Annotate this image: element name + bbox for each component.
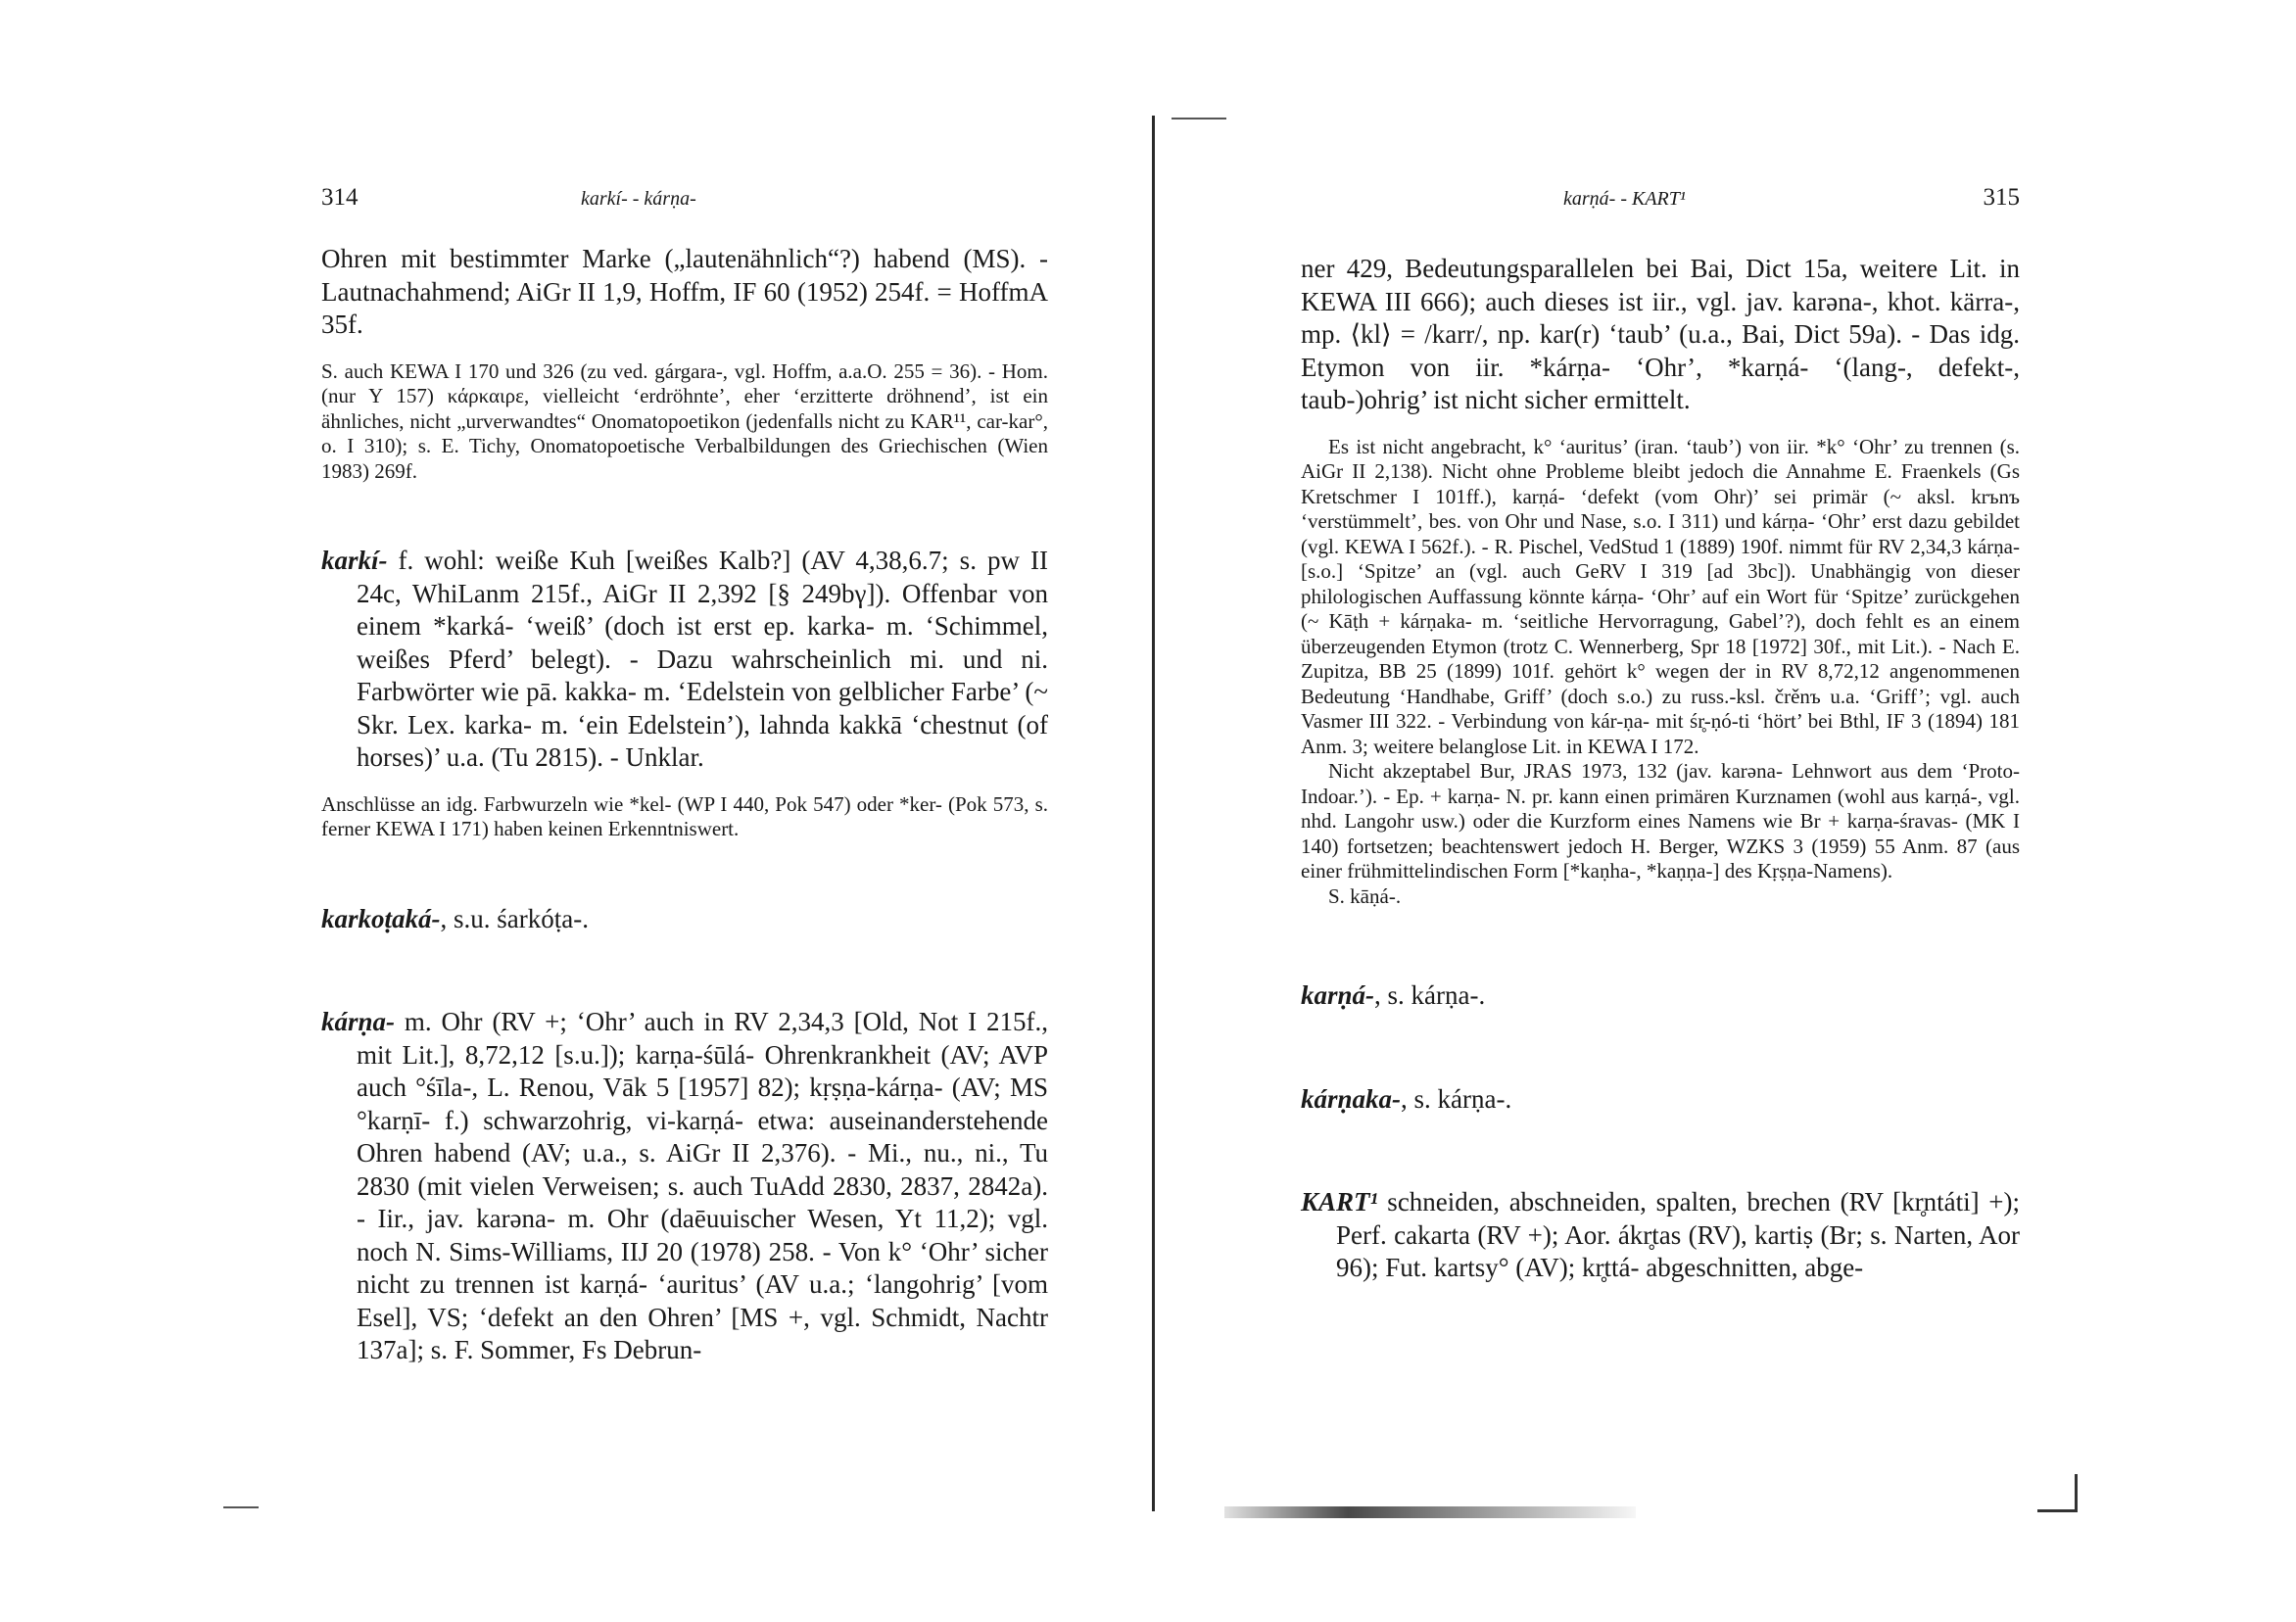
small-print-note: S. auch KEWA I 170 und 326 (zu ved. gárgara-, vgl. Hoffm, a.a.O. 255 = 36). - Hom. (nur Y 157) κάρκαιρε, vielleicht ‘erdröhnte’, eher ‘erzitterte dröhnend’, ist ein ähnliches, nicht „urverwandtes“ Onomatopoetikon (jedenfalls nicht zu KAR¹¹, car-kar°, o. I 310); s. E. Tichy, Onomatopoetische Verbalbildungen des Griechischen (Wien 1983) 269f. bbox=[321, 358, 1048, 483]
entry-body: schneiden, abschneiden, spalten, brechen (RV [kr̥ntáti] +); Perf. cakarta (RV +); Aor. ákr̥tas (RV), kartiṣ (Br; s. Narten, Aor 96); Fut. kartsy° (AV); kr̥ttá- abgeschnitten, abge- bbox=[1336, 1187, 2020, 1282]
cross-reference: S. kāṇá-. bbox=[1328, 883, 1402, 908]
headword: karkoṭaká- bbox=[321, 903, 441, 933]
headword: KART¹ bbox=[1301, 1187, 1378, 1216]
paragraph: Ohren mit bestimmter Marke („lautenähnlich“?) habend (MS). - Lautnachahmend; AiGr II 1,9, Hoffm, IF 60 (1952) 254f. = HoffmA 35f. bbox=[321, 244, 1048, 339]
entry-kart bbox=[1301, 1186, 2020, 1285]
entry-body: f. wohl: weiße Kuh [weißes Kalb?] (AV 4,38,6.7; s. pw II 24c, WhiLanm 215f., AiGr II 2,392 [§ 249bγ]). Offenbar von einem *karká- ‘weiß’ (doch ist erst ep. karka- m. ‘Schimmel, weißes Pferd’ belegt). - Dazu wahrscheinlich mi. und ni. Farbwörter wie pā. kakka- m. ‘Edelstein von gelblicher Farbe’ (~ Skr. Lex. karka- m. ‘ein Edelstein’), lahnda kakkā ‘chestnut (of horses)’ u.a. (Tu 2815). - Unklar. bbox=[357, 546, 1048, 772]
scan-edge-mark bbox=[1172, 118, 1226, 119]
page-gutter bbox=[1152, 116, 1155, 1511]
headword: kárṇaka- bbox=[1301, 1083, 1402, 1114]
paragraph: ner 429, Bedeutungsparallelen bei Bai, Dict 15a, weitere Lit. in KEWA III 666); auch dieses ist iir., vgl. jav. karəna-, khot. kärra-, mp. ⟨kl⟩ = /karr/, np. kar(r) ‘taub’ (u.a., Bai, Dict 59a). - Das idg. Etymon von iir. *kárṇa- ‘Ohr’, *karṇá- ‘(lang-, defekt-, taub-)ohrig’ ist nicht sicher ermittelt. bbox=[1301, 254, 2020, 414]
headword: kárṇa- bbox=[321, 1007, 396, 1036]
left-page-content bbox=[321, 243, 1048, 1367]
entry-karkotaka bbox=[321, 903, 1048, 936]
running-head: karkí- - kárṇa- bbox=[581, 188, 696, 210]
scan-corner-mark bbox=[2037, 1474, 2078, 1512]
small-print-note: Anschlüsse an idg. Farbwurzeln wie *kel- (WP I 440, Pok 547) oder *ker- (Pok 573, s. ferner KEWA I 171) haben keinen Erkenntniswert. bbox=[321, 791, 1048, 840]
entry-body: , s. kárṇa-. bbox=[1374, 980, 1486, 1010]
right-page-header bbox=[1301, 184, 2020, 223]
right-page-content bbox=[1301, 253, 2020, 1285]
entry-karna bbox=[321, 1006, 1048, 1367]
headword: karṇá- bbox=[1301, 980, 1375, 1010]
headword: karkí- bbox=[321, 546, 388, 575]
entry-body: , s. kárṇa-. bbox=[1401, 1083, 1512, 1114]
entry-body: , s.u. śarkóṭa-. bbox=[440, 903, 589, 933]
small-print-note: Es ist nicht angebracht, k° ‘auritus’ (iran. ‘taub’) von iir. *k° ‘Ohr’ zu trennen (s. AiGr II 2,138). Nicht ohne Probleme bleibt jedoch die Annahme E. Fraenkels (Gs Kretschmer I 101ff.), karṇá- ‘defekt (vom Ohr)’ sei primär (~ aksl. krъnъ ‘verstümmelt’, bes. von Ohr und Nase, s.o. I 311) und kárṇa- ‘Ohr’ erst dazu gebildet (vgl. KEWA I 562f.). - R. Pischel, VedStud 1 (1889) 190f. nimmt für RV 2,34,3 kárṇa- [s.o.] ‘Spitze’ an (vgl. auch GeRV I 319 [ad 3bc]). Unabhängig von dieser philologischen Auffassung könnte kárṇa- ‘Ohr’ auf ein Wort für ‘Spitze’ zurückgehen (~ Kāṭh + kárṇaka- m. ‘seitliche Hervorragung, Gabel’?), doch fehlt es an einem überzeugenden Etymon (trotz C. Wennerberg, Spr 18 [1972] 30f., mit Lit.). - Nach E. Zupitza, BB 25 (1899) 101f. gehört k° wegen der in RV 8,72,12 angenommenen Bedeutung ‘Handhabe, Griff’ (doch s.o.) zu russ.-ksl. črěnъ u.a. ‘Griff’; vgl. auch Vasmer III 322. - Verbindung von kár-ṇa- mit śr̥-ṇó-ti ‘hört’ bei Bthl, IF 3 (1894) 181 Anm. 3; weitere belanglose Lit. in KEWA I 172. bbox=[1301, 434, 2020, 758]
page-number: 315 bbox=[1983, 184, 2020, 211]
entry-karki bbox=[321, 545, 1048, 775]
entry-karna-oxytone bbox=[1301, 979, 2020, 1013]
entry-body: m. Ohr (RV +; ‘Ohr’ auch in RV 2,34,3 [Old, Not I 215f., mit Lit.], 8,72,12 [s.u.]); karṇa-śūlá- Ohrenkrankheit (AV; AVP auch °śīla-, L. Renou, Vāk 5 [1957] 82); kṛṣṇa-kárṇa- (AV; MS °karṇī- f.) schwarzohrig, vi-karṇá- etwa: auseinanderstehende Ohren habend (AV; u.a., s. AiGr II 2,376). - Mi., nu., ni., Tu 2830 (mit vielen Verweisen; s. auch TuAdd 2830, 2837, 2842a). - Iir., jav. karəna- m. Ohr (daēuuischer Wesen, Yt 11,2); vgl. noch N. Sims-Williams, IIJ 20 (1978) 258. - Von k° ‘Ohr’ sicher nicht zu trennen ist karṇá- ‘auritus’ (AV u.a.; ‘langohrig’ [vom Esel], VS; ‘defekt an den Ohren’ [MS +, vgl. Schmidt, Nachtr 137a]; s. F. Sommer, Fs Debrun- bbox=[357, 1007, 1048, 1364]
running-head: karṇá- - KART¹ bbox=[1563, 188, 1686, 210]
scan-edge-mark bbox=[223, 1506, 259, 1508]
entry-karnaka bbox=[1301, 1083, 2020, 1117]
left-page-header bbox=[321, 184, 1048, 223]
small-print-note: Nicht akzeptabel Bur, JRAS 1973, 132 (jav. karəna- Lehnwort aus dem ‘Proto-Indoar.’). - Ep. + karṇa- N. pr. kann einen primären Kurznamen (wohl aus karṇá-, vgl. nhd. Langohr usw.) oder die Kurzform eines Namens wie Br + karṇa-śravas- (MK I 140) fortsetzen; beachtenswert jedoch H. Berger, WZKS 3 (1959) 55 Anm. 87 (aus einer frühmittelindischen Form [*kaṇha-, *kaṇṇa-] des Kṛṣṇa-Namens). bbox=[1301, 759, 2020, 883]
page-number: 314 bbox=[321, 184, 359, 211]
scan-smudge bbox=[1224, 1506, 1636, 1518]
